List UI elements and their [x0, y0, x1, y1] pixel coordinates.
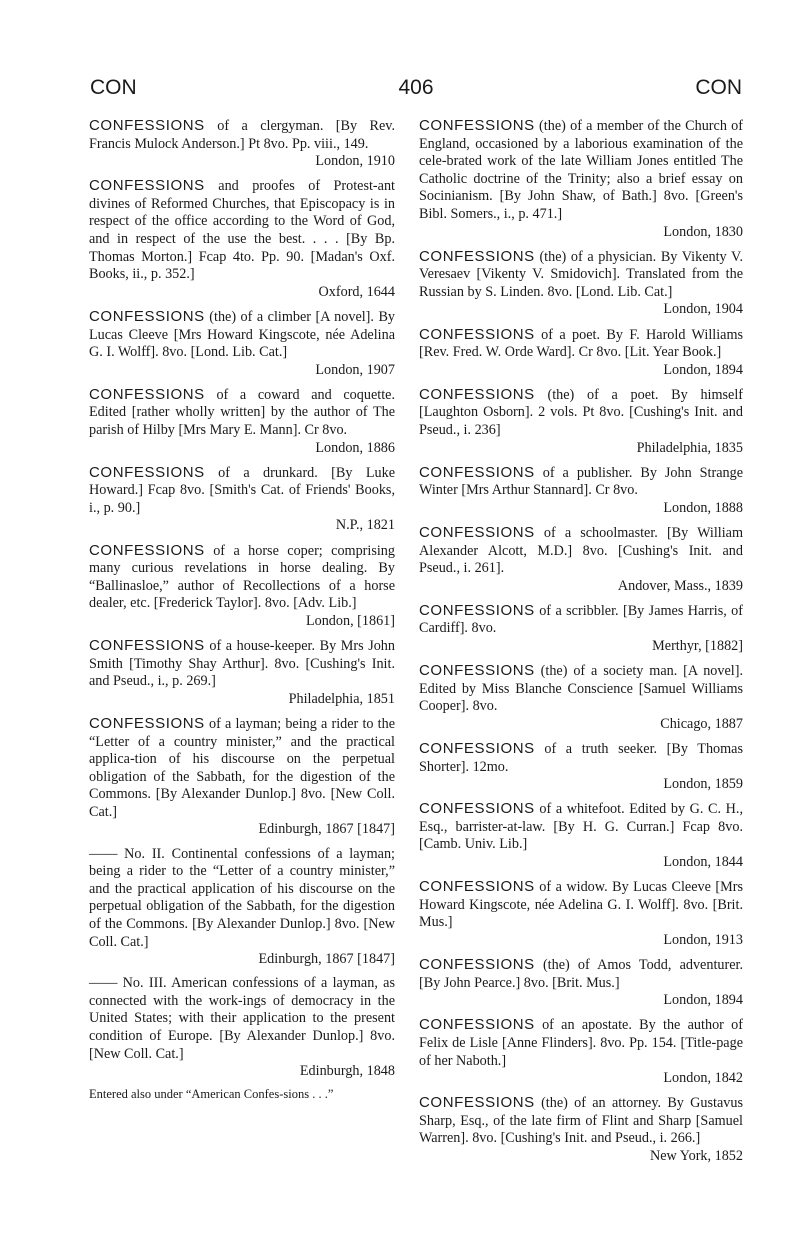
entry-heading: CONFESSIONS: [419, 601, 535, 619]
entry-heading: CONFESSIONS: [89, 177, 205, 195]
entry-heading: CONFESSIONS: [419, 878, 535, 896]
entry-text: of a drunkard. [By Luke Howard.] Fcap 8vo. [Smith's Cat. of Friends' Books, i., p. 90.]: [89, 464, 395, 516]
entry-heading: CONFESSIONS: [419, 117, 535, 134]
entry-text: of a truth seeker. [By Thomas Shorter]. 12mo.: [419, 741, 743, 775]
bibliography-entry: [419, 956, 743, 1010]
bibliography-entry: [419, 524, 743, 595]
entry-text: Entered also under “American Confes-sions . . .”: [89, 1087, 334, 1102]
entry-text: and proofes of Protest-ant divines of Reformed Churches, that Episcopacy is in respect of the office according to the Word of God, and in respect of the use the best. . . . [By Bp. Thomas Morton.] Fcap 4to. Pp. 90. [Madan's Oxf. Books, ii., p. 352.]: [89, 178, 395, 283]
entry-imprint: London, 1888: [663, 499, 743, 516]
page-number: 406: [398, 76, 434, 99]
bibliography-entry: [419, 117, 743, 241]
entry-heading: CONFESSIONS: [89, 714, 205, 732]
entry-imprint: London, 1844: [663, 854, 743, 871]
bibliography-entry: [419, 1016, 743, 1087]
header-right: CON: [695, 76, 742, 99]
entry-imprint: London, 1904: [663, 301, 743, 318]
entry-text: of a scribbler. [By James Harris, of Cardiff]. 8vo.: [419, 602, 743, 637]
entry-imprint: Edinburgh, 1867 [1847]: [258, 951, 395, 968]
entry-text: of a poet. By F. Harold Williams [Rev. Fred. W. Orde Ward]. Cr 8vo. [Lit. Year Book.]: [419, 326, 743, 361]
entry-text: of a widow. By Lucas Cleeve [Mrs Howard Kingscote, née Adelina G. I. Wolff]. 8vo. [Brit. Mus.]: [419, 879, 743, 931]
entry-imprint: Philadelphia, 1851: [288, 690, 395, 707]
bibliography-entry: [419, 386, 743, 457]
entry-heading: CONFESSIONS: [89, 117, 205, 134]
entry-text: of a layman; being a rider to the “Letter of a country minister,” and the practical applica-tion of his discourse on the perpetual obligation of the Sabbath, for the digestion of the Commons. [By Alexander Dunlop.] 8vo. [New Coll. Cat.]: [89, 715, 395, 820]
bibliography-entry: [89, 308, 395, 379]
entry-imprint: London, 1913: [663, 931, 743, 948]
entry-text: of a house-keeper. By Mrs John Smith [Timothy Shay Arthur]. 8vo. [Cushing's Init. and Pseud., i., p. 269.]: [89, 638, 395, 690]
entry-imprint: London, [1861]: [305, 612, 395, 629]
entry-text: (the) of an attorney. By Gustavus Sharp, Esq., of the late firm of Flint and Sharp [Samuel Warren]. 8vo. [Cushing's Init. and Pseud., i. 266.]: [419, 1095, 743, 1147]
entry-imprint: London, 1859: [663, 776, 743, 793]
entry-imprint: London, 1907: [315, 361, 395, 378]
right-column: [419, 117, 743, 1172]
entry-text: of a coward and coquette. Edited [rather wholly written] by the author of The parish of Hilby [Mrs Mary E. Mann]. Cr 8vo.: [89, 386, 395, 438]
entry-heading: CONFESSIONS: [419, 740, 535, 757]
header-left: CON: [90, 76, 137, 99]
bibliography-entry: [89, 1087, 395, 1102]
entry-imprint: London, 1910: [315, 153, 395, 170]
entry-heading: CONFESSIONS: [419, 325, 535, 343]
entry-imprint: Oxford, 1644: [318, 283, 395, 300]
entry-text: —— No. III. American confessions of a layman, as connected with the work-ings of democracy in the United States; with their application to the present condition of Europe. [By Alexander Dunlop.] 8vo. [New Coll. Cat.]: [89, 975, 395, 1062]
entry-imprint: New York, 1852: [649, 1147, 743, 1164]
entry-heading: CONFESSIONS: [89, 385, 205, 403]
bibliography-entry: [419, 878, 743, 949]
entry-text: (the) of a member of the Church of England, occasioned by a laborious examination of the cele-brated work of the late William Jones entitled The Catholic doctrine of the Trinity; also a brief essay on Socinianism. [By John Shaw, of Bath.] 8vo. [Green's Bibl. Somers., i., p. 471.]: [419, 118, 743, 222]
entry-imprint: Edinburgh, 1867 [1847]: [258, 821, 395, 838]
entry-heading: CONFESSIONS: [89, 541, 205, 559]
entry-imprint: N.P., 1821: [335, 517, 395, 534]
bibliography-entry: [419, 740, 743, 794]
entry-imprint: London, 1842: [663, 1070, 743, 1087]
bibliography-entry: [419, 326, 743, 380]
entry-text: (the) of a society man. [A novel]. Edited by Miss Blanche Conscience [Samuel Williams Cooper]. 8vo.: [419, 663, 743, 715]
entry-heading: CONFESSIONS: [419, 523, 535, 541]
entry-imprint: London, 1894: [663, 992, 743, 1009]
entry-text: (the) of a poet. By himself [Laughton Osborn]. 2 vols. Pt 8vo. [Cushing's Init. and Pseud., i. 236]: [419, 386, 743, 438]
entry-heading: CONFESSIONS: [419, 247, 535, 265]
bibliography-entry: [89, 846, 395, 969]
entry-text: of a publisher. By John Strange Winter [Mrs Arthur Stannard]. Cr 8vo.: [419, 464, 743, 499]
entry-heading: CONFESSIONS: [419, 1016, 535, 1034]
bibliography-entry: [89, 542, 395, 631]
bibliography-entry: [89, 386, 395, 457]
entry-text: of a clergyman. [By Rev. Francis Mulock Anderson.] Pt 8vo. Pp. viii., 149.: [89, 118, 395, 152]
entry-imprint: London, 1894: [663, 361, 743, 378]
bibliography-entry: [89, 637, 395, 708]
entry-text: (the) of a physician. By Vikenty V. Veresaev [Vikenty V. Smidovich]. Translated from the Russian by S. Linden. 8vo. [Lond. Lib. Cat.]: [419, 248, 743, 300]
bibliography-entry: [419, 1094, 743, 1165]
entry-text: of a horse coper; comprising many curious revelations in horse dealing. By “Ballinasloe,” author of Recollections of a horse dealer, etc. [Frederick Taylor]. 8vo. [Adv. Lib.]: [89, 542, 395, 612]
entry-heading: CONFESSIONS: [419, 662, 535, 680]
entry-imprint: Chicago, 1887: [660, 715, 743, 732]
entry-text: —— No. II. Continental confessions of a layman; being a rider to the “Letter of a country minister,” and the practical application of his discourse on the perpetual obligation of the Sabbath, for the digestion of the Commons. [By Alexander Dunlop.] 8vo. [New Coll. Cat.]: [89, 845, 395, 950]
running-header: [90, 76, 742, 106]
bibliography-entry: [89, 117, 395, 171]
entry-imprint: Andover, Mass., 1839: [617, 577, 743, 594]
bibliography-entry: [419, 248, 743, 319]
entry-imprint: Merthyr, [1882]: [652, 638, 743, 655]
bibliography-entry: [89, 464, 395, 535]
bibliography-entry: [419, 602, 743, 656]
entry-imprint: London, 1886: [315, 439, 395, 456]
entry-imprint: London, 1830: [663, 223, 743, 240]
entry-text: (the) of a climber [A novel]. By Lucas Cleeve [Mrs Howard Kingscote, née Adelina G. I. Wolff]. 8vo. [Lond. Lib. Cat.]: [89, 308, 395, 361]
bibliography-entry: [89, 715, 395, 839]
entry-heading: CONFESSIONS: [89, 637, 205, 655]
left-column: [89, 117, 395, 1109]
entry-heading: CONFESSIONS: [419, 1094, 535, 1112]
bibliography-entry: [419, 662, 743, 733]
entry-heading: CONFESSIONS: [419, 385, 535, 403]
entry-text: of an apostate. By the author of Felix de Lisle [Anne Flinders]. 8vo. Pp. 154. [Title-page of her Naboth.]: [419, 1017, 743, 1069]
entry-text: of a whitefoot. Edited by G. C. H., Esq., barrister-at-law. [By H. G. Curran.] Fcap 8vo. [Camb. Univ. Lib.]: [419, 801, 743, 853]
bibliography-entry: [419, 800, 743, 871]
entry-heading: CONFESSIONS: [89, 307, 205, 325]
bibliography-entry: [89, 975, 395, 1081]
bibliography-entry: [419, 464, 743, 518]
entry-imprint: Philadelphia, 1835: [636, 439, 743, 456]
entry-heading: CONFESSIONS: [419, 800, 535, 818]
entry-text: of a schoolmaster. [By William Alexander Alcott, M.D.] 8vo. [Cushing's Init. and Pseud., i. 261].: [419, 524, 743, 577]
entry-heading: CONFESSIONS: [419, 956, 535, 974]
entry-imprint: Edinburgh, 1848: [299, 1063, 395, 1080]
entry-text: (the) of Amos Todd, adventurer. [By John Pearce.] 8vo. [Brit. Mus.]: [419, 957, 743, 991]
entry-heading: CONFESSIONS: [419, 463, 535, 481]
bibliography-entry: [89, 177, 395, 301]
entry-heading: CONFESSIONS: [89, 463, 205, 481]
